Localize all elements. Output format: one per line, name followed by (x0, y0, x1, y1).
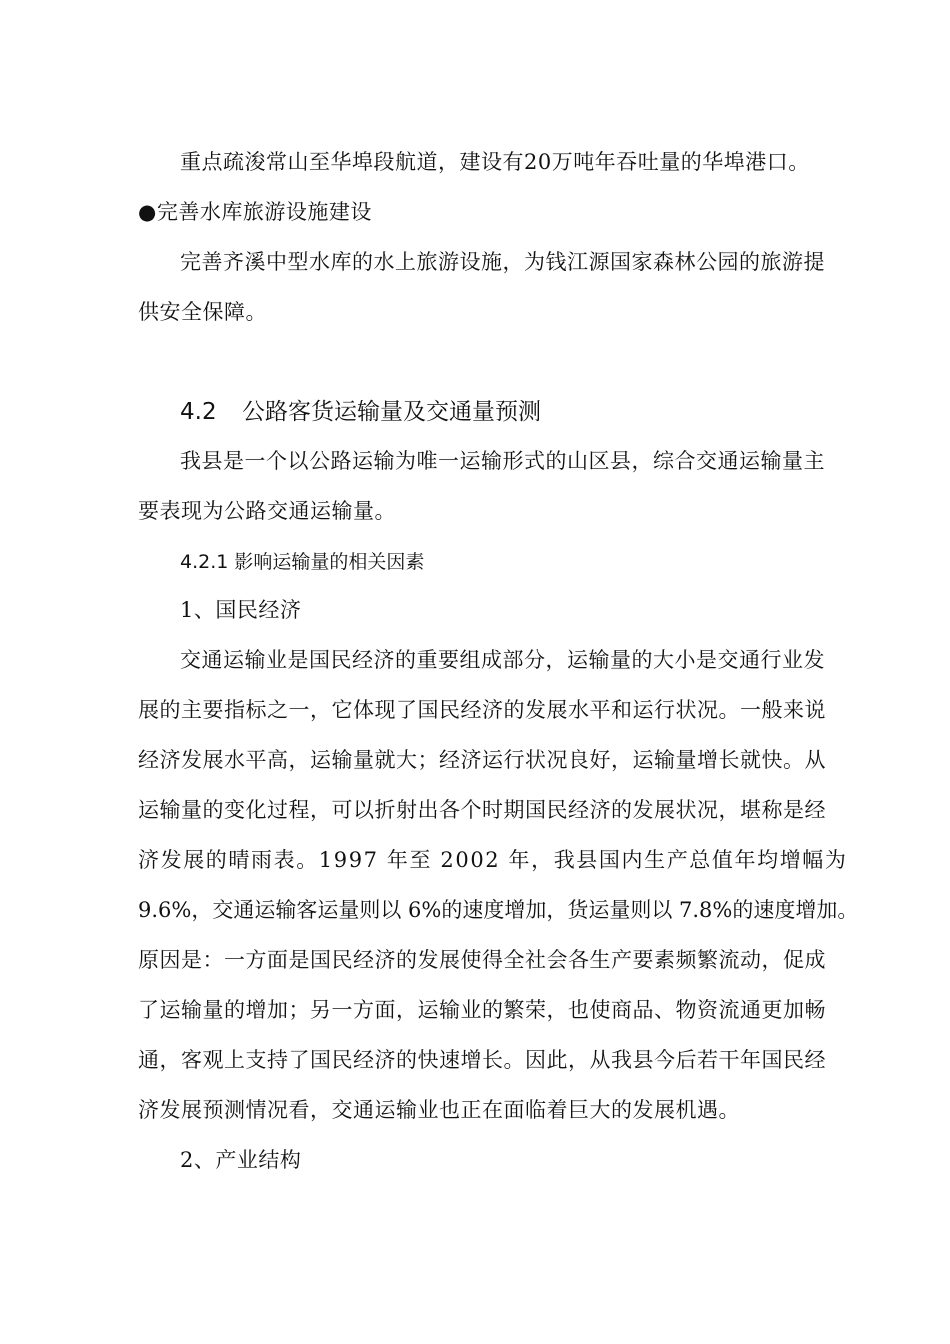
paragraph-county-line-1: 我县是一个以公路运输为唯一运输形式的山区县，综合交通运输量主 (180, 449, 825, 473)
paragraph-economy-line-8: 了运输量的增加；另一方面，运输业的繁荣，也使商品、物资流通更加畅 (138, 998, 826, 1022)
paragraph-reservoir-line-1: 完善齐溪中型水库的水上旅游设施，为钱江源国家森林公园的旅游提 (180, 250, 825, 274)
paragraph-economy-line-1: 交通运输业是国民经济的重要组成部分，运输量的大小是交通行业发 (180, 648, 825, 672)
section-title: 公路客货运输量及交通量预测 (242, 399, 541, 425)
paragraph-economy-line-2: 展的主要指标之一，它体现了国民经济的发展水平和运行状况。一般来说 (138, 698, 826, 722)
bullet-heading: ●完善水库旅游设施建设 (138, 200, 372, 224)
section-heading (180, 396, 541, 428)
list-item-industry: 2、产业结构 (180, 1148, 302, 1172)
list-item-economy: 1、国民经济 (180, 598, 302, 622)
paragraph-economy-line-9: 通，客观上支持了国民经济的快速增长。因此，从我县今后若干年国民经 (138, 1048, 826, 1072)
subsection-heading: 4.2.1 影响运输量的相关因素 (180, 551, 425, 573)
paragraph-economy-line-7: 原因是：一方面是国民经济的发展使得全社会各生产要素频繁流动，促成 (138, 948, 826, 972)
paragraph-economy-line-6: 9.6%，交通运输客运量则以 6%的速度增加，货运量则以 7.8%的速度增加。 (138, 898, 859, 922)
paragraph-county-line-2: 要表现为公路交通运输量。 (138, 499, 396, 523)
paragraph-economy-line-5: 济发展的晴雨表。1997 年至 2002 年，我县国内生产总值年均增幅为 (138, 848, 848, 872)
paragraph-economy-line-3: 经济发展水平高，运输量就大；经济运行状况良好，运输量增长就快。从 (138, 748, 826, 772)
paragraph-economy-line-10: 济发展预测情况看，交通运输业也正在面临着巨大的发展机遇。 (138, 1098, 740, 1122)
paragraph-dredging: 重点疏浚常山至华埠段航道，建设有20万吨年吞吐量的华埠港口。 (180, 150, 810, 174)
section-number: 4.2 (180, 399, 217, 425)
paragraph-economy-line-4: 运输量的变化过程，可以折射出各个时期国民经济的发展状况，堪称是经 (138, 798, 826, 822)
paragraph-reservoir-line-2: 供安全保障。 (138, 300, 267, 324)
